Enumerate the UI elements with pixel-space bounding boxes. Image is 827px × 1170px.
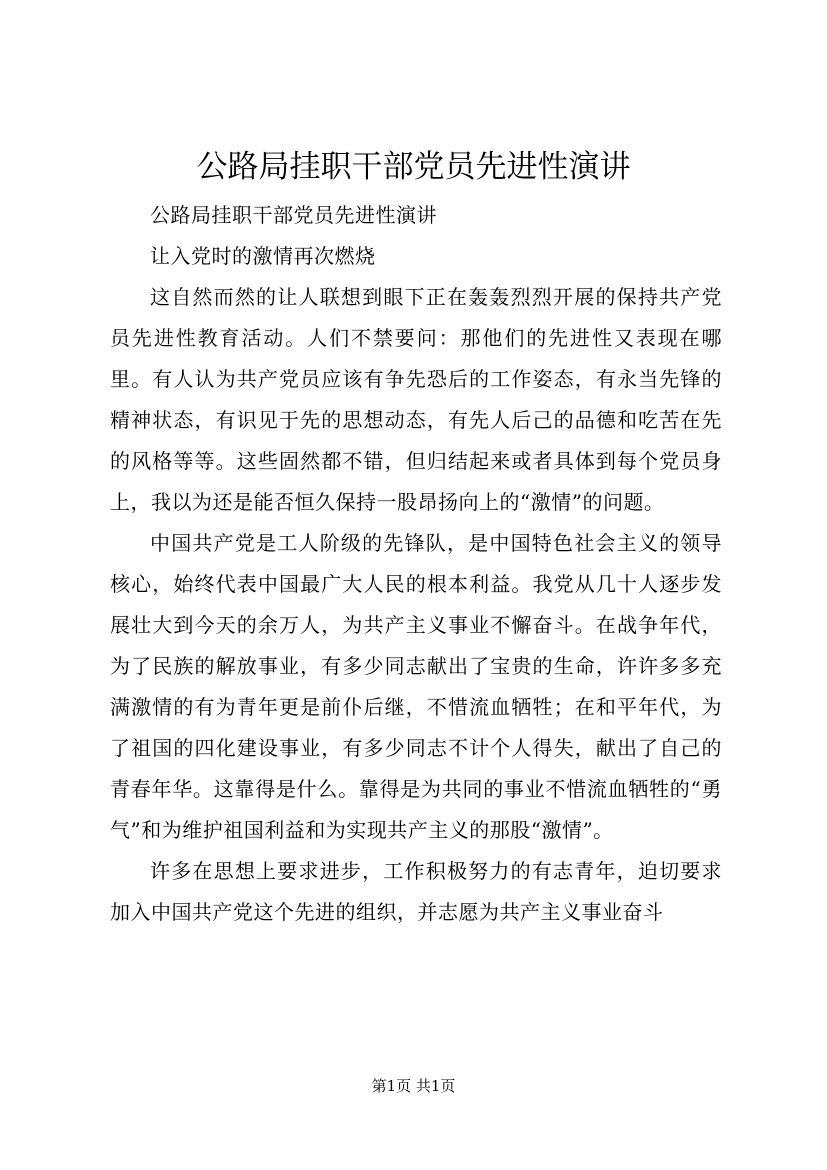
page-footer: 第1页 共1页: [371, 1077, 456, 1095]
document-title: 公路局挂职干部党员先进性演讲: [196, 149, 631, 185]
paragraph-heading: 让入党时的激情再次燃烧: [150, 244, 376, 268]
paragraph-2: 中国共产党是工人阶级的先锋队，是中国特色社会主义的领导核心，始终代表中国最广大人民的根本利益。我党从几十人逐步发展壮大到今天的余万人，为共产主义事业不懈奋斗。在战争年代，为了民族的解放事业，有多少同志献出了宝贵的生命，许许多多充满激情的有为青年更是前仆后继，不惜流血牺牲；在和平年代，为了祖国的四化建设事业，有多少同志不计个人得失，献出了自己的青春年华。这靠得是什么。靠得是为共同的事业不惜流血牺牲的“勇气”和为维护祖国利益和为实现共产主义的那股“激情”。: [110, 531, 722, 842]
document-body: [110, 195, 722, 933]
paragraph-3: 许多在思想上要求进步，工作积极努力的有志青年，迫切要求加入中国共产党这个先进的组织，并志愿为共产主义事业奋斗: [110, 859, 722, 924]
paragraph-1: 这自然而然的让人联想到眼下正在轰轰烈烈开展的保持共产党员先进性教育活动。人们不禁要问：那他们的先进性又表现在哪里。有人认为共产党员应该有争先恐后的工作姿态，有永当先锋的精神状态，有识见于先的思想动态，有先人后己的品德和吃苦在先的风格等等。这些固然都不错，但归结起来或者具体到每个党员身上，我以为还是能否恒久保持一股昂扬向上的“激情”的问题。: [110, 285, 722, 514]
paragraph-subtitle: 公路局挂职干部党员先进性演讲: [150, 203, 437, 227]
